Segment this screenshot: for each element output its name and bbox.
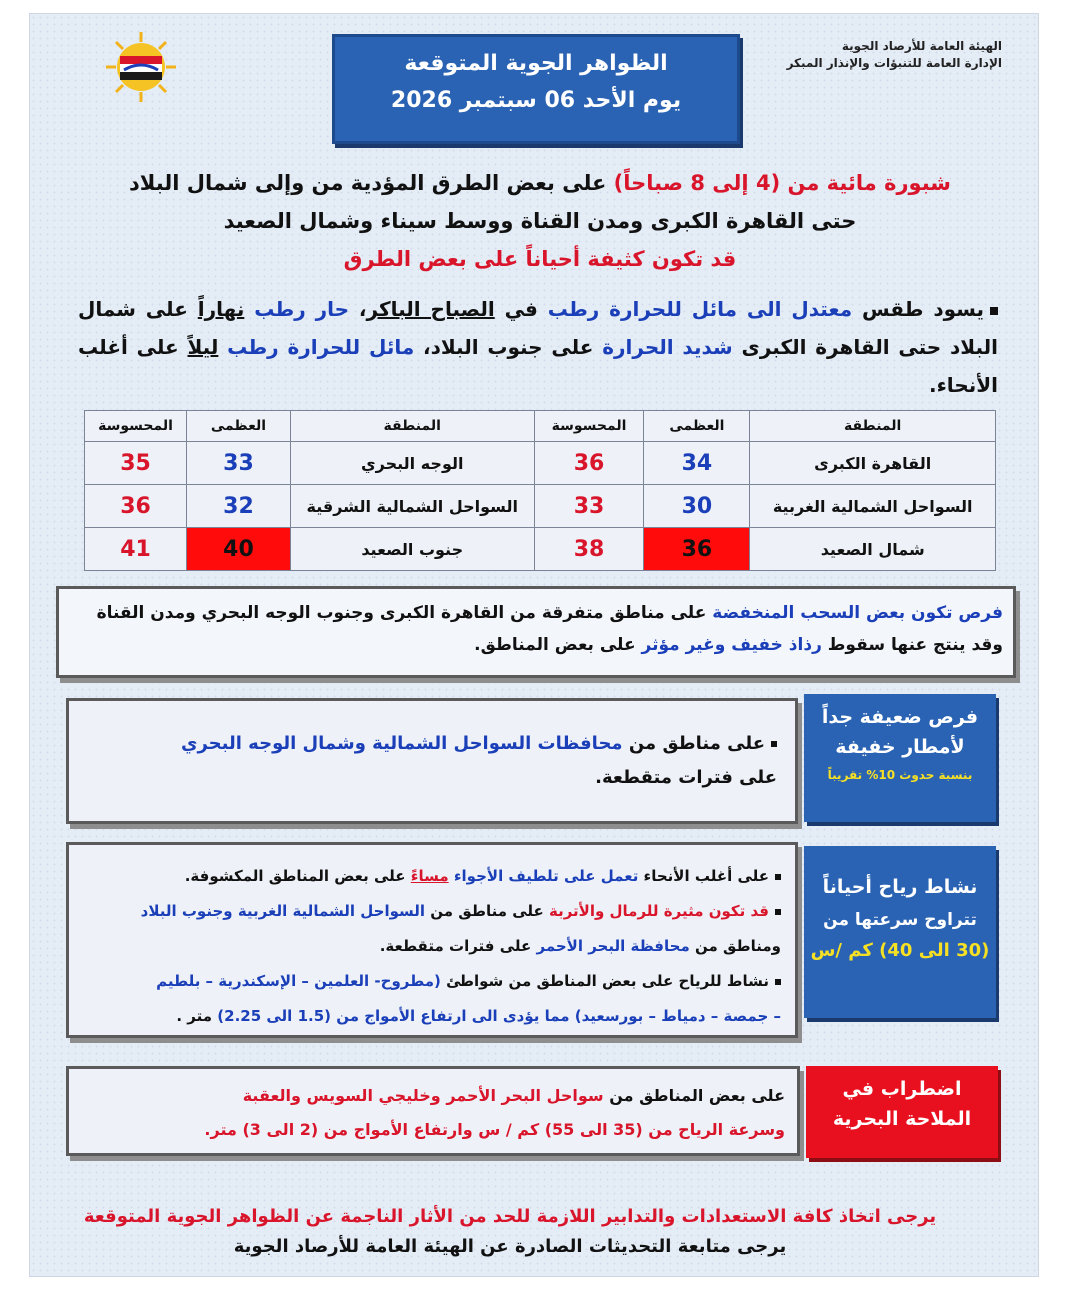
max-temp-cell-highlighted: 40 [187,528,291,571]
wind-label-line2: تتراوح سرعتها من [823,910,977,930]
wind-text: ومناطق من [689,937,781,955]
forecast-text [218,335,227,359]
org-line-2: الإدارة العامة للتنبؤات والإنذار المبكر [786,56,1002,70]
feels-like-cell: 36 [85,485,187,528]
wind-label-line1: نشاط رياح أحياناً [822,876,978,898]
max-temp-cell: 34 [644,442,750,485]
marine-label-line2: الملاحة البحرية [832,1108,972,1130]
bullet-icon [990,307,998,315]
forecast-south-state: شديد الحرارة [602,335,733,359]
bullet-icon [771,741,777,747]
fog-roads: على بعض الطرق المؤدية من وإلى شمال البلاد [129,171,614,195]
header-max: العظمى [187,411,291,442]
max-temp-cell: 33 [187,442,291,485]
forecast-text: يسود طقس [852,297,985,321]
forecast-early-morning: الصباح الباكر [366,297,495,321]
rain-label-box [804,694,996,822]
forecast-text [244,297,254,321]
forecast-text: ، [349,297,367,321]
organization-name [742,38,1002,72]
feels-like-cell: 35 [85,442,187,485]
fog-regions: حتى القاهرة الكبرى ومدن القناة ووسط سيناء وشمال الصعيد [223,209,857,233]
header-feels-like: المحسوسة [534,411,644,442]
low-clouds-box [56,586,1016,678]
marine-label-line1: اضطراب في [842,1078,962,1100]
ema-logo [104,30,178,104]
marine-regions: سواحل البحر الأحمر وخليجي السويس والعقبة [242,1086,604,1105]
wind-dust: قد تكون مثيرة للرمال والأتربة [548,902,769,920]
rain-label-line2: لأمطار خفيفة [835,736,965,758]
clouds-text: على بعض المناطق. [474,635,642,655]
bullet-icon [775,909,781,915]
rain-probability: بنسبة حدوث 10% تقريباً [827,768,973,782]
region-cell: شمال الصعيد [750,528,996,571]
wind-text: على فترات متقطعة. [379,937,537,955]
fog-warning [80,164,1000,278]
clouds-text: وقد ينتج عنها سقوط [821,635,1003,655]
wind-text: على أغلب الأنحاء [638,867,769,885]
wind-details [66,842,798,1038]
forecast-paragraph [78,290,998,404]
temperature-table [84,410,996,571]
bullet-icon [775,874,781,880]
forecast-text: في [494,297,548,321]
forecast-text: على أغلب الأنحاء. [78,335,998,397]
forecast-text: على جنوب البلاد، [414,335,603,359]
marine-conditions: وسرعة الرياح من (35 الى 55) كم / س وارتفاع الأمواج من (2 الى 3) متر. [204,1120,785,1139]
forecast-morning-state: معتدل الى مائل للحرارة رطب [547,297,853,321]
wind-dust-regions: السواحل الشمالية الغربية وجنوب البلاد [140,902,426,920]
region-cell: السواحل الشمالية الشرقية [290,485,534,528]
rain-regions: محافظات السواحل الشمالية وشمال الوجه البحري [180,733,623,754]
wind-text: على مناطق من [425,902,549,920]
fog-time: شبورة مائية من (4 إلى 8 صباحاً) [613,171,951,195]
bullet-icon [775,979,781,985]
forecast-daytime: نهاراً [197,297,245,321]
clouds-headline: فرص تكون بعض السحب المنخفضة [712,603,1003,623]
wind-evening: مساءً [410,867,449,885]
max-temp-cell: 30 [644,485,750,528]
feels-like-cell: 41 [85,528,187,571]
forecast-day-state: حار رطب [254,297,350,321]
forecast-date: يوم الأحد 06 سبتمبر 2026 [390,88,682,113]
table-row [85,485,996,528]
rain-label-line1: فرص ضعيفة جداً [821,706,979,728]
wind-red-sea: محافظة البحر الأحمر [536,937,690,955]
wind-text: متر . [176,1007,218,1025]
wind-waves: – جمصة – دمياط – بورسعيد) مما يؤدى الى ارتفاع الأمواج من (1.5 الى 2.25) [217,1007,781,1025]
wind-speed-range: (30 الى 40) كم /س [810,940,990,961]
region-cell: جنوب الصعيد [290,528,534,571]
marine-label-box [806,1066,998,1158]
header-region: المنطقة [750,411,996,442]
wind-beaches: (مطروح- العلمين – الإسكندرية – بلطيم [156,972,441,990]
title-box [332,34,740,144]
wind-label-box [804,846,996,1018]
wind-text: على بعض المناطق المكشوفة. [184,867,411,885]
table-header-row [85,411,996,442]
feels-like-cell: 38 [534,528,644,571]
header-feels-like: المحسوسة [85,411,187,442]
table-row [85,442,996,485]
max-temp-cell: 32 [187,485,291,528]
max-temp-cell-highlighted: 36 [644,528,750,571]
wind-text: نشاط للرياح على بعض المناطق من شواطئ [440,972,769,990]
header-max: العظمى [644,411,750,442]
feels-like-cell: 36 [534,442,644,485]
region-cell: القاهرة الكبرى [750,442,996,485]
marine-details [66,1066,800,1156]
table-row [85,528,996,571]
forecast-night-state: مائل للحرارة رطب [227,335,415,359]
header-region: المنطقة [290,411,534,442]
rain-periods: على فترات متقطعة. [595,767,777,788]
org-line-1: الهيئة العامة للأرصاد الجوية [841,39,1002,53]
rain-details [66,698,798,824]
fog-density: قد تكون كثيفة أحياناً على بعض الطرق [343,247,737,271]
feels-like-cell: 33 [534,485,644,528]
clouds-drizzle: رذاذ خفيف وغير مؤثر [641,635,822,655]
footer-advice: يرجى اتخاذ كافة الاستعدادات والتدابير اللازمة للحد من الأثار الناجمة عن الظواهر الجوية المتوقعة [83,1206,937,1227]
footer-follow-updates: يرجى متابعة التحديثات الصادرة عن الهيئة العامة للأرصاد الجوية [233,1236,787,1257]
region-cell: السواحل الشمالية الغربية [750,485,996,528]
clouds-regions: على مناطق متفرقة من القاهرة الكبرى وجنوب الوجه البحري ومدن القناة [96,603,713,623]
page-title: الظواهر الجوية المتوقعة [404,51,668,76]
forecast-night: ليلاً [187,335,219,359]
region-cell: الوجه البحري [290,442,534,485]
rain-text: على مناطق من [622,733,765,754]
forecast-text: على شمال البلاد حتى القاهرة الكبرى [78,297,998,359]
wind-cooling: تعمل على تلطيف الأجواء [453,867,639,885]
marine-text: على بعض المناطق من [603,1086,785,1105]
